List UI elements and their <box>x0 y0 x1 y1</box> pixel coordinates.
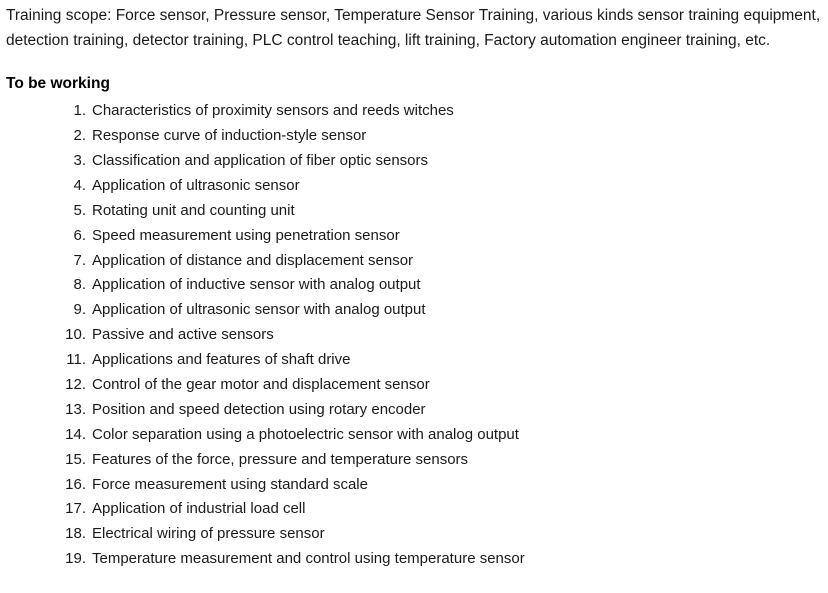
list-item: Control of the gear motor and displacement sensor <box>92 376 430 394</box>
list-item: Electrical wiring of pressure sensor <box>92 525 325 543</box>
list-item: Application of ultrasonic sensor with analog output <box>92 301 426 319</box>
list-item: Applications and features of shaft drive <box>92 351 351 369</box>
list-item: Passive and active sensors <box>92 326 274 344</box>
section-heading-to-be-working: To be working <box>6 75 110 93</box>
list-item: Response curve of induction-style sensor <box>92 127 367 145</box>
training-topics-list <box>0 99 828 572</box>
list-item: Force measurement using standard scale <box>92 475 368 493</box>
list-item: Classification and application of fiber optic sensors <box>92 152 429 169</box>
list-item: Color separation using a photoelectric sensor with analog output <box>92 425 519 443</box>
list-item: Speed measurement using penetration sensor <box>92 226 400 244</box>
list-item: Features of the force, pressure and temperature sensors <box>92 450 469 468</box>
list-item: Position and speed detection using rotary encoder <box>92 400 426 418</box>
training-scope-paragraph: Training scope: Force sensor, Pressure sensor, Temperature Sensor Training, various kinds sensor training equipment, detection training, detector training, PLC control teaching, lift training, Factory automation engineer training, etc. <box>6 7 821 50</box>
document-page <box>0 3 828 593</box>
list-item: Application of inductive sensor with analog output <box>92 276 421 294</box>
list-item: Application of ultrasonic sensor <box>92 176 300 194</box>
list-item: Characteristics of proximity sensors and reeds witches <box>92 102 454 120</box>
list-item: Rotating unit and counting unit <box>92 201 295 219</box>
list-item: Temperature measurement and control using temperature sensor <box>92 550 525 568</box>
list-item: Application of distance and displacement sensor <box>92 251 414 269</box>
list-item: Application of industrial load cell <box>92 500 306 518</box>
